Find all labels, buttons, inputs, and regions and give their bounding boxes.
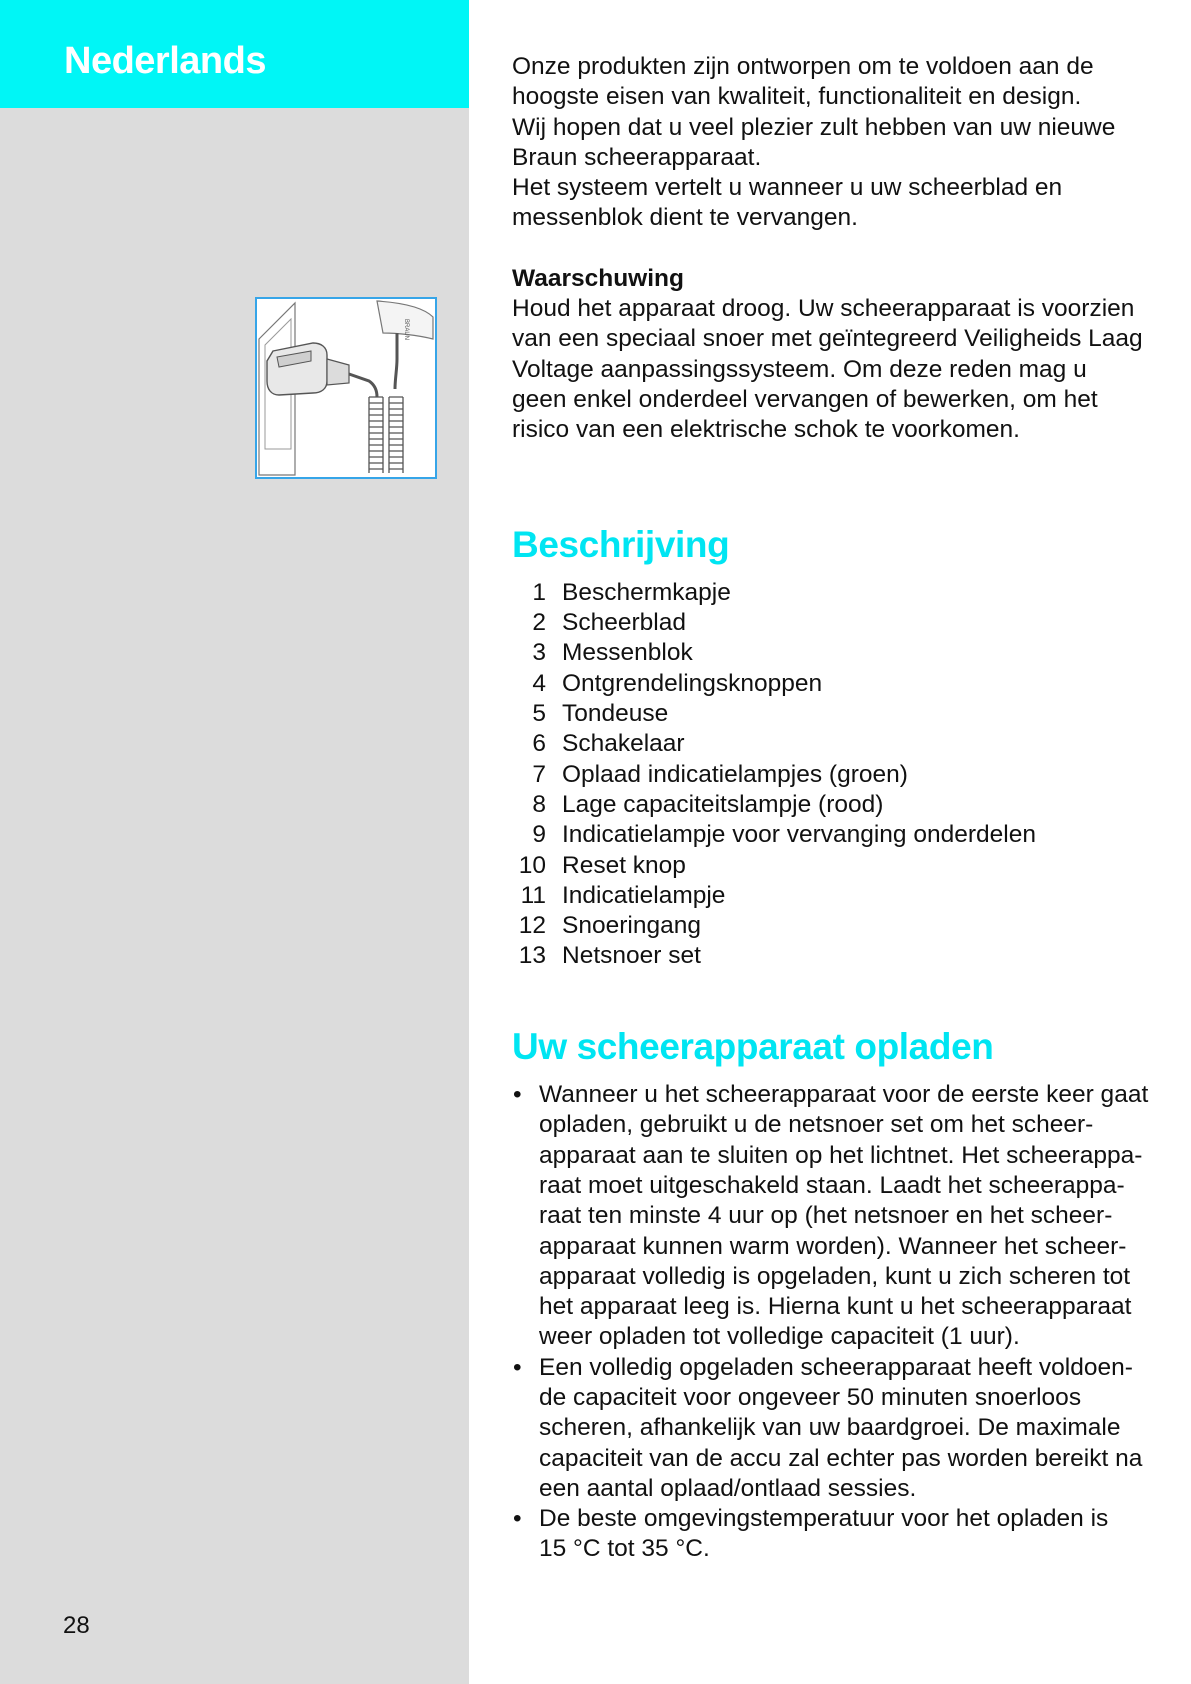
part-label: Messenblok (562, 639, 693, 667)
bullet-dot: • (513, 1081, 522, 1109)
part-item (512, 669, 1172, 699)
intro-line: Onze produkten zijn ontworpen om te voldoen aan de (512, 53, 1094, 80)
page-number: 28 (63, 1612, 90, 1639)
bullet-line: raat ten minste 4 uur op (het netsnoer en het scheer- (539, 1202, 1113, 1230)
part-label: Scheerblad (562, 609, 686, 637)
part-number: 10 (518, 851, 546, 879)
part-number: 3 (532, 639, 546, 667)
warning-line: geen enkel onderdeel vervangen of bewerken, om het (512, 385, 1098, 413)
bullet-line: het apparaat leeg is. Hierna kunt u het scheerapparaat (539, 1293, 1132, 1321)
brand-mark: BRAUN (403, 319, 409, 341)
part-number: 4 (532, 669, 546, 697)
bullet-line: raat moet uitgeschakeld staan. Laadt het scheerappa- (539, 1171, 1125, 1199)
charging-list (512, 1080, 1172, 1565)
part-number: 2 (532, 609, 546, 637)
bullet-line: Een volledig opgeladen scheerapparaat heeft voldoen- (539, 1353, 1133, 1381)
part-item (512, 911, 1172, 941)
warning-line: risico van een elektrische schok te voorkomen. (512, 416, 1020, 444)
main-content (512, 52, 1172, 1565)
part-label: Snoeringang (562, 912, 701, 940)
bullet-line: 15 °C tot 35 °C. (539, 1535, 710, 1563)
part-item (512, 790, 1172, 820)
part-number: 6 (532, 730, 546, 758)
warning-line: van een speciaal snoer met geïntegreerd Veiligheids Laag (512, 325, 1143, 353)
bullet-line: apparaat volledig is opgeladen, kunt u zich scheren tot (539, 1262, 1131, 1290)
charging-heading: Uw scheerapparaat opladen (512, 1025, 994, 1067)
part-label: Indicatielampje voor vervanging onderdelen (562, 821, 1036, 849)
warning-heading: Waarschuwing (512, 264, 684, 292)
bullet-dot: • (513, 1505, 522, 1533)
part-label: Oplaad indicatielampjes (groen) (562, 760, 908, 788)
part-item (512, 578, 1172, 608)
part-number: 8 (532, 790, 546, 818)
bullet-line: apparaat kunnen warm worden). Wanneer het scheer- (539, 1232, 1127, 1260)
part-label: Netsnoer set (562, 942, 701, 970)
warning-line: Voltage aanpassingssysteem. Om deze reden mag u (512, 355, 1087, 383)
bullet-line: scheren, afhankelijk van uw baardgroei. De maximale (539, 1414, 1121, 1442)
left-sidebar (0, 0, 469, 1684)
intro-line: Wij hopen dat u veel plezier zult hebben van uw nieuwe (512, 113, 1116, 141)
intro-line: hoogste eisen van kwaliteit, functionaliteit en design. (512, 83, 1082, 111)
part-label: Lage capaciteitslampje (rood) (562, 790, 884, 818)
part-item (512, 820, 1172, 850)
intro-paragraph (512, 52, 1172, 234)
part-label: Reset knop (562, 851, 686, 879)
part-label: Indicatielampje (562, 881, 726, 909)
part-number: 13 (518, 942, 546, 970)
bullet-line: Wanneer u het scheerapparaat voor de eerste keer gaat (539, 1081, 1149, 1109)
part-number: 9 (532, 821, 546, 849)
language-band (0, 0, 469, 108)
part-label: Tondeuse (562, 700, 669, 728)
part-item (512, 699, 1172, 729)
warning-paragraph (512, 294, 1172, 445)
part-item (512, 760, 1172, 790)
part-label: Beschermkapje (562, 578, 731, 606)
part-item (512, 941, 1172, 971)
plug-in-socket-icon (257, 299, 435, 477)
bullet-line: een aantal oplaad/ontlaad sessies. (539, 1474, 917, 1502)
charging-bullet (512, 1080, 1172, 1353)
intro-line: messenblok dient te vervangen. (512, 204, 858, 232)
bullet-line: weer opladen tot volledige capaciteit (1 uur). (539, 1323, 1020, 1351)
language-title: Nederlands (64, 40, 266, 82)
part-label: Ontgrendelingsknoppen (562, 669, 823, 697)
part-number: 1 (532, 578, 546, 606)
charging-bullet (512, 1353, 1172, 1504)
intro-line: Braun scheerapparaat. (512, 143, 762, 171)
part-item (512, 851, 1172, 881)
part-number: 12 (518, 912, 546, 940)
part-item (512, 729, 1172, 759)
bullet-line: De beste omgevingstemperatuur voor het opladen is (539, 1505, 1109, 1533)
warning-line: Houd het apparaat droog. Uw scheerapparaat is voorzien (512, 295, 1135, 323)
part-number: 5 (532, 700, 546, 728)
bullet-line: capaciteit van de accu zal echter pas worden bereikt na (539, 1444, 1143, 1472)
part-item (512, 608, 1172, 638)
intro-line: Het systeem vertelt u wanneer u uw scheerblad en (512, 174, 1063, 202)
charging-bullet (512, 1504, 1172, 1565)
part-number: 11 (520, 881, 546, 909)
plug-illustration (255, 297, 437, 479)
part-number: 7 (532, 760, 546, 788)
bullet-line: opladen, gebruikt u de netsnoer set om het scheer- (539, 1111, 1094, 1139)
bullet-line: apparaat aan te sluiten op het lichtnet. Het scheerappa- (539, 1141, 1143, 1169)
parts-list (512, 578, 1172, 972)
part-item (512, 881, 1172, 911)
description-heading: Beschrijving (512, 523, 730, 565)
part-label: Schakelaar (562, 730, 685, 758)
bullet-dot: • (513, 1353, 522, 1381)
bullet-line: de capaciteit voor ongeveer 50 minuten snoerloos (539, 1383, 1082, 1411)
part-item (512, 638, 1172, 668)
